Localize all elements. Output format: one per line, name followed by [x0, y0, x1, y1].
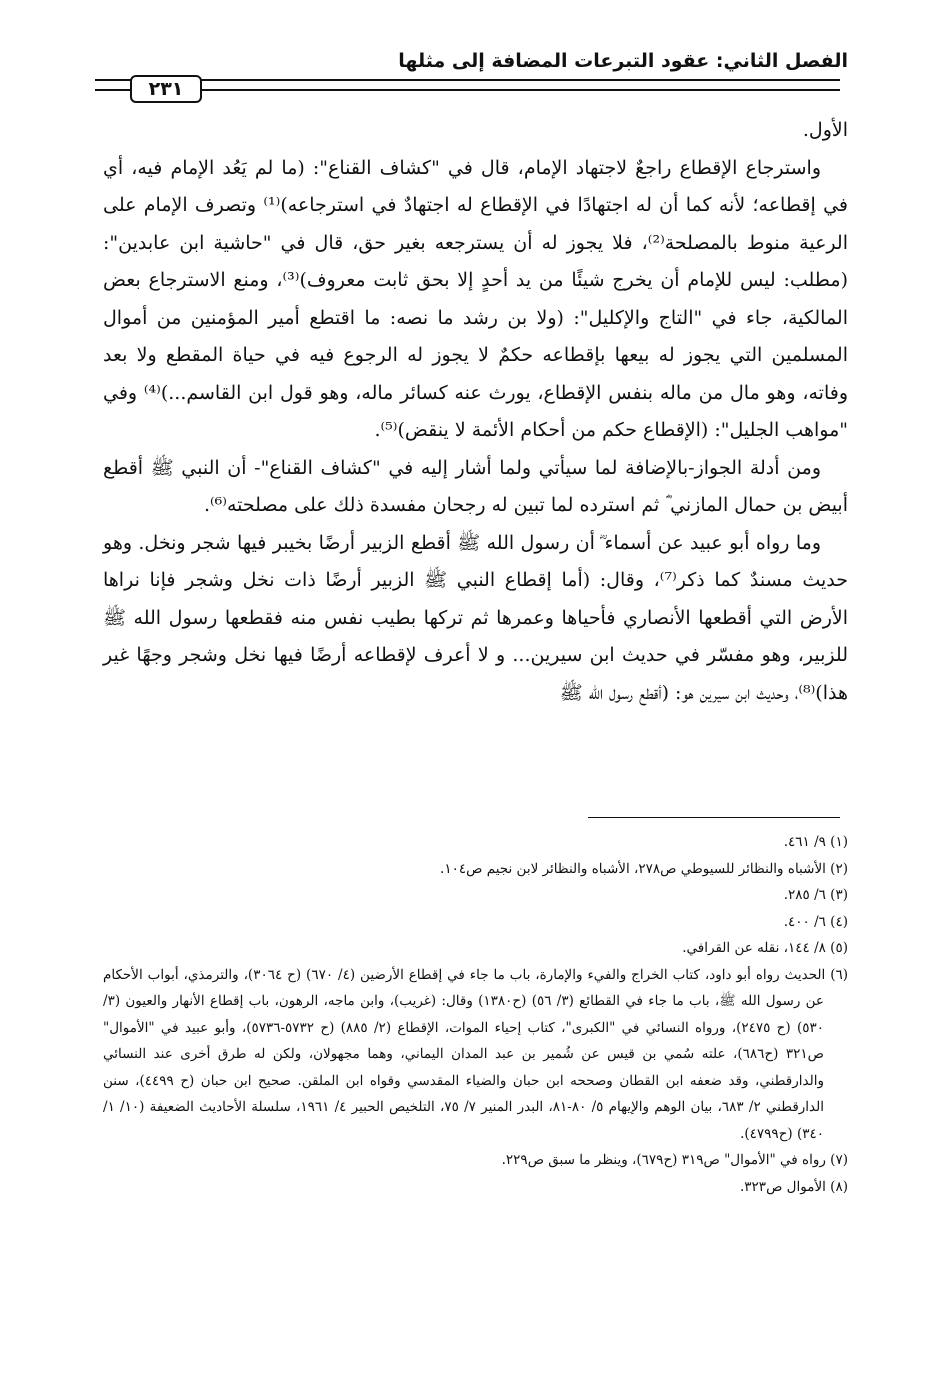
main-text: [103, 112, 848, 712]
footnote-7: (٧) رواه في "الأموال" ص٣١٩ (ح٦٧٩)، وينظر ما سبق ص٢٢٩.: [501, 1152, 848, 1168]
header-double-rule: [95, 79, 840, 91]
running-header-chapter-title: الفصل الثاني: عقود التبرعات المضافة إلى مثلها: [398, 50, 848, 72]
paragraph-abu-ubaid-narration: وما رواه أبو عبيد عن أسماء ؓ أن رسول الله ﷺ أقطع الزبير أرضًا بخيبر فيها شجر ونخل. وهو حديث مسندٌ كما ذكر⁽⁷⁾، وقال: (أما إقطاع النبي ﷺ الزبير أرضًا ذات نخل وشجر فإنا نراها الأرض التي أقطعها الأنصاري فأحياها وعمرها ثم تركها بطيب نفس منه فقطعها رسول الله ﷺ للزبير، وهو مفسّر في حديث ابن سيرين... و لا أعرف لإقطاعه أرضًا فيها نخل وشجر وجهًا غير هذا)⁽⁸⁾، وحديث ابن سيرين هو: (أقطع رسول الله ﷺ: [103, 531, 849, 704]
footnote-separator: [588, 817, 840, 818]
paragraph-continuation: الأول.: [802, 119, 848, 141]
footnote-2: (٢) الأشباه والنظائر للسيوطي ص٢٧٨، الأشباه والنظائر لابن نجيم ص١٠٤.: [440, 860, 848, 877]
footnotes: [103, 829, 848, 1200]
footnote-5: (٥) ٨/ ١٤٤، نقله عن القرافي.: [682, 940, 848, 956]
paragraph-retrieval-of-grant: واسترجاع الإقطاع راجعٌ لاجتهاد الإمام، قال في "كشاف القناع": (ما لم يَعُد الإمام فيه، أي في إقطاعه؛ لأنه كما أن له اجتهادًا في الإقطاع له اجتهادٌ في استرجاعه)⁽¹⁾ وتصرف الإمام على الرعية منوط بالمصلحة⁽²⁾، فلا يجوز له أن يسترجعه بغير حق، قال في "حاشية ابن عابدين": (مطلب: ليس للإمام أن يخرج شيئًا من يد أحدٍ إلا بحق ثابت معروف)⁽³⁾، ومنع الاسترجاع بعض المالكية، جاء في "التاج والإكليل": (ولا بن رشد ما نصه: ما اقتطع أمير المؤمنين من أموال المسلمين التي يجوز له بيعها بإقطاعه حكمٌ لا يجوز له الرجوع فيه في حياة المقطع ولا بعد وفاته، وهو مال من ماله بنفس الإقطاع، يورث عنه كسائر ماله، وهو قول ابن القاسم...)⁽⁴⁾ وفي "مواهب الجليل": (الإقطاع حكم من أحكام الأئمة لا ينقض)⁽⁵⁾.: [103, 156, 848, 441]
footnote-6: (٦) الحديث رواه أبو داود، كتاب الخراج والفيء والإمارة، باب ما جاء في إقطاع الأرضين (٤/ ٦٧٠) (ح ٣٠٦٤)، والترمذي، أبواب الأحكام عن رسول الله ﷺ، باب ما جاء في القطائع (٣/ ٥٦) (ح١٣٨٠) وقال: (غريب)، وابن ماجه، الرهون، باب إقطاع الأنهار والعيون (٣/ ٥٣٠) (ح ٢٤٧٥)، ورواه النسائي في "الكبرى"، كتاب إحياء الموات، الإقطاع (٢/ ٨٨٥) (ح ٥٧٣٢-٥٧٣٦)، وأبو عبيد في "الأموال" ص٣٢١ (ح٦٨٦)، علته سُمي بن قيس عن شُمير بن عبد المدان اليماني، وهما مجهولان، ولكن له طرق أخرى عند النسائي والدارقطني، وقد ضعفه ابن القطان وصححه ابن حبان والضياء المقدسي وقواه ابن الملقن. صحيح ابن حبان (ح ٤٤٩٩)، سنن الدارقطني ٢/ ٦٨٣، بيان الوهم والإيهام ٥/ ٨٠-٨١، البدر المنير ٧/ ٧٥، التلخيص الحبير ٤/ ١٩٦١، سلسلة الأحاديث الضعيفة (١٠/ ١/ ٣٤٠) (ح٤٧٩٩).: [103, 966, 849, 1142]
footnote-4: (٤) ٦/ ٤٠٠.: [783, 913, 848, 930]
page-number: ٢٣١: [130, 75, 202, 103]
footnote-3: (٣) ٦/ ٢٨٥.: [783, 887, 848, 903]
footnote-8: (٨) الأموال ص٣٢٣.: [740, 1178, 848, 1195]
footnote-1: (١) ٩/ ٤٦١.: [783, 834, 848, 850]
paragraph-evidence-permissibility: ومن أدلة الجواز-بالإضافة لما سيأتي ولما أشار إليه في "كشاف القناع"- أن النبي ﷺ أقطع أبيض بن حمال المازني ؓ ثم استرده لما تبين له رجحان مفسدة ذلك على مصلحته⁽⁶⁾.: [103, 456, 848, 516]
